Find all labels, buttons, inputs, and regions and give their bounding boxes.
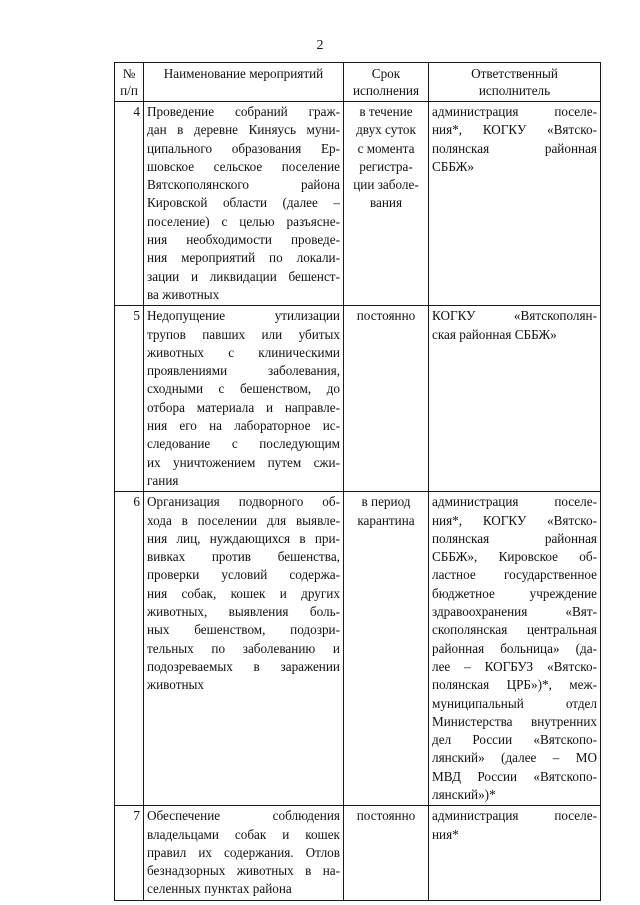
responsible-cell — [429, 492, 601, 806]
header-term-line: исполнения — [352, 83, 420, 98]
table-row — [115, 492, 601, 806]
responsible-line: здравоохранения «Вят- — [432, 604, 597, 620]
term-line: регистра- — [359, 158, 413, 174]
measure-name-line: ных бешенством, подозри- — [147, 622, 340, 638]
term-line: в период — [361, 494, 411, 510]
measure-name-line: сходными с бешенством, до — [147, 381, 340, 397]
responsible-line: ния* — [432, 826, 459, 842]
page-number: 2 — [316, 38, 324, 53]
measure-name-line: ния необходимости проведе- — [147, 232, 340, 248]
measure-name-line: ва животных — [147, 286, 220, 302]
responsible-line: полянская районная — [432, 140, 597, 156]
responsible-line: лянский» (далее – МО — [432, 750, 597, 766]
header-responsible-line: исполнитель — [478, 83, 551, 98]
term-line: карантина — [357, 512, 415, 528]
measure-name-line: животных с клиническими — [147, 344, 340, 360]
responsible-line: скополянская центральная — [432, 622, 597, 638]
responsible-line: муниципальный отдел — [432, 695, 597, 711]
measure-name-line: гания — [147, 472, 179, 488]
responsible-line: Министерства внутренних — [432, 713, 597, 729]
measure-name-line: Проведение собраний граж- — [147, 104, 340, 119]
measure-name-cell — [144, 806, 344, 900]
measure-name-line: подозреваемых в заражении — [147, 658, 340, 674]
measure-name-line: ния собак, кошек и других — [147, 585, 340, 601]
table-row — [115, 102, 601, 306]
header-responsible — [429, 63, 601, 102]
responsible-line: лянский»)* — [432, 786, 496, 802]
term-line: ции заболе- — [353, 177, 419, 193]
responsible-cell — [429, 102, 601, 306]
measure-name-cell — [144, 102, 344, 306]
responsible-line: районная больница» (да- — [432, 640, 597, 656]
measure-name-line: правил их содержания. Отлов — [147, 844, 340, 860]
measure-name-line: Недопущение утилизации — [147, 308, 340, 324]
row-number: 4 — [115, 102, 144, 306]
measure-name-line: Обеспечение соблюдения — [147, 808, 340, 824]
responsible-line: дел России «Вятскопо- — [432, 732, 597, 748]
measure-name-line: дан в деревне Киняусь муни- — [147, 122, 340, 138]
measure-name-line: Вятскополянского района — [147, 177, 340, 193]
responsible-line: администрация поселе- — [432, 104, 597, 119]
table-row — [115, 306, 601, 492]
header-term-line: Срок — [371, 66, 401, 81]
term-line: в течение — [359, 104, 413, 119]
responsible-line: администрация поселе- — [432, 494, 597, 510]
responsible-cell — [429, 806, 601, 900]
responsible-line: СББЖ», Кировское об- — [432, 549, 597, 565]
responsible-line: бюджетное учреждение — [432, 585, 597, 601]
measure-name-line: ния мероприятий по локали- — [147, 250, 340, 266]
measure-name-line: ципального образования Ер- — [147, 140, 340, 156]
measure-name-line: животных — [147, 677, 204, 693]
measure-name-line: трупов павших или убитых — [147, 326, 340, 342]
responsible-line: ния*, КОГКУ «Вятско- — [432, 122, 597, 138]
measure-name-line: ния лиц, нуждающихся в при- — [147, 530, 340, 546]
measure-name-line: владельцами собак и кошек — [147, 826, 340, 842]
term-cell — [344, 492, 429, 806]
measure-name-cell — [144, 492, 344, 806]
table-row — [115, 806, 601, 900]
measure-name-line: селенных пунктах района — [147, 881, 292, 897]
header-responsible-line: Ответственный — [471, 66, 558, 81]
measure-name-cell — [144, 306, 344, 492]
measure-name-line: вивках против бешенства, — [147, 549, 340, 565]
row-number: 7 — [115, 806, 144, 900]
responsible-line: СББЖ» — [432, 158, 475, 174]
measure-name-line: Организация подворного об- — [147, 494, 340, 510]
measure-name-line: следование с последующим — [147, 436, 340, 452]
measure-name-line: проверки условий содержа- — [147, 567, 340, 583]
table-header — [115, 63, 601, 102]
term-cell — [344, 102, 429, 306]
measure-name-line: безнадзорных животных в на- — [147, 863, 340, 879]
measure-name-line: Кировской области (далее – — [147, 195, 340, 211]
responsible-line: лее – КОГБУЗ «Вятско- — [432, 658, 597, 674]
header-row — [115, 63, 601, 102]
term-cell — [344, 806, 429, 900]
header-num — [115, 63, 144, 102]
measure-name-line: отбора материала и направле- — [147, 399, 340, 415]
measure-name-line: тельных по заболеванию и — [147, 640, 340, 656]
header-name — [144, 63, 344, 102]
term-line: постоянно — [356, 308, 416, 324]
measure-name-line: проявлениями заболевания, — [147, 363, 340, 379]
row-number: 5 — [115, 306, 144, 492]
term-cell — [344, 306, 429, 492]
measure-name-line: их уничтожением путем сжи- — [147, 454, 340, 470]
table-body — [115, 102, 601, 901]
header-term — [344, 63, 429, 102]
measure-name-line: животных, выявления боль- — [147, 604, 340, 620]
responsible-line: ластное государственное — [432, 567, 597, 583]
responsible-line: администрация поселе- — [432, 808, 597, 824]
measure-name-line: зации и ликвидации бешенст- — [147, 268, 340, 284]
responsible-line: ния*, КОГКУ «Вятско- — [432, 512, 597, 528]
responsible-line: КОГКУ «Вятскополян- — [432, 308, 597, 324]
term-line: двух суток — [356, 122, 416, 138]
responsible-line: МВД России «Вятскопо- — [432, 768, 597, 784]
header-num-line: № — [122, 66, 136, 81]
measure-name-line: ния его на лабораторное ис- — [147, 418, 340, 434]
measure-name-line: поселение) с целью разъясне- — [147, 213, 340, 229]
measures-table — [114, 62, 601, 901]
responsible-cell — [429, 306, 601, 492]
measure-name-line: шовское сельское поселение — [147, 158, 340, 174]
measure-name-line: хода в поселении для выявле- — [147, 512, 340, 528]
responsible-line: полянская районная — [432, 530, 597, 546]
term-line: вания — [369, 195, 403, 211]
row-number: 6 — [115, 492, 144, 806]
responsible-line: полянская ЦРБ»)*, меж- — [432, 677, 597, 693]
header-name-line: Наименование мероприятий — [163, 66, 324, 81]
term-line: постоянно — [356, 808, 416, 824]
responsible-line: ская районная СББЖ» — [432, 326, 557, 342]
term-line: с момента — [357, 140, 415, 156]
header-num-line: п/п — [120, 83, 138, 98]
